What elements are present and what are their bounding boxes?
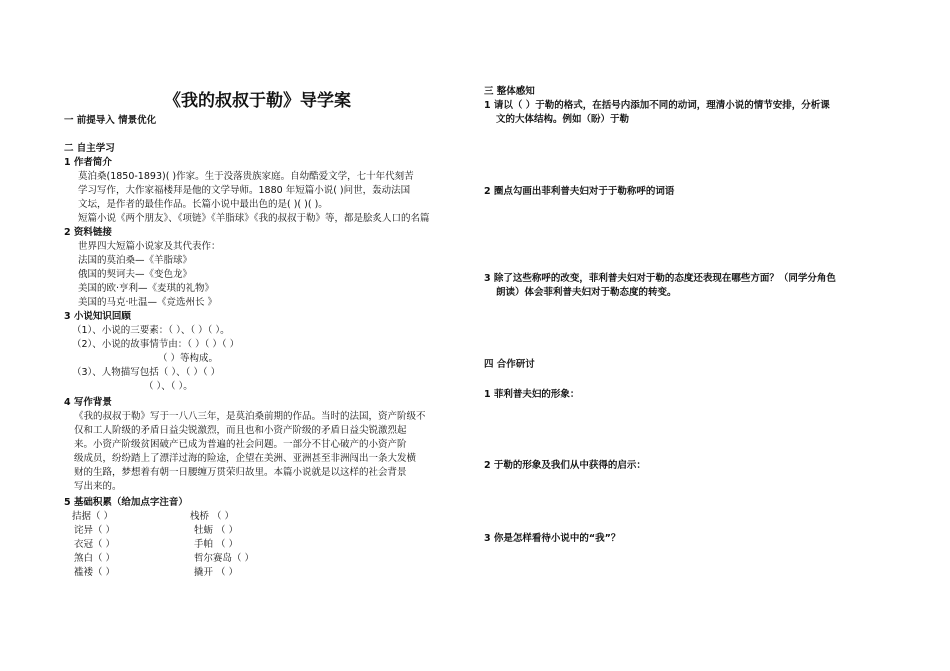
- background-line: 来。小资产阶级贫困破产已成为普遍的社会问题。一部分不甘心破产的小资产阶: [74, 439, 407, 450]
- material-heading: 2 资料链接: [64, 227, 112, 238]
- novel-heading: 3 小说知识回顾: [64, 311, 131, 322]
- background-line: 仅和工人阶级的矛盾日益尖锐激烈，而且也和小资产阶级的矛盾日益尖锐激烈起: [74, 425, 407, 436]
- question-2: 2 圈点勾画出菲利普夫妇对于于勒称呼的词语: [484, 186, 675, 197]
- novel-line: （2）、小说的故事情节由：（ ）（ ）（ ）: [72, 339, 240, 350]
- background-line: 级成员，纷纷踏上了漂洋过海的险途，企望在美洲、亚洲甚至非洲闯出一条大发横: [74, 453, 417, 464]
- material-line: 世界四大短篇小说家及其代表作：: [78, 241, 221, 252]
- question-3-line: 朗读）体会菲利普夫妇对于勒态度的转变。: [496, 287, 677, 298]
- question-1-line: 1 请以（ ）于勒的格式，在括号内添加不同的动词，理清小说的情节安排，分析课: [484, 100, 830, 111]
- cooperation-question-3: 3 你是怎样看待小说中的“我”？: [484, 533, 621, 544]
- novel-line: （3）、人物描写包括（ ）、（ ）（ ）: [72, 367, 221, 378]
- author-heading: 1 作者简介: [64, 157, 112, 168]
- vocab-item: 哲尔赛岛（ ）: [194, 553, 255, 564]
- section-intro-heading: 一 前提导入 情景优化: [64, 115, 157, 126]
- author-line: 文坛，是作者的最佳作品。长篇小说中最出色的是( )( )( )。: [78, 199, 328, 210]
- novel-line: （ ）、（ ）。: [144, 381, 193, 392]
- vocab-item: 栈桥 （ ）: [190, 511, 235, 522]
- novel-line: （ ）等构成。: [158, 353, 219, 364]
- author-line: 学习写作，大作家福楼拜是他的文学导师。1880 年短篇小说( )问世，轰动法国: [78, 185, 411, 196]
- author-line: 短篇小说《两个朋友》、《项链》《羊脂球》《我的叔叔于勒》等，都是脍炙人口的名篇: [78, 213, 430, 224]
- cooperation-question-1: 1 菲利普夫妇的形象：: [484, 389, 580, 400]
- page-title: 《我的叔叔于勒》导学案: [164, 91, 351, 111]
- material-line: 俄国的契诃夫—《变色龙》: [78, 269, 193, 280]
- vocab-item: 手帕 （ ）: [194, 539, 239, 550]
- novel-line: （1）、小说的三要素：（ ）、（ ）（ ）。: [72, 325, 230, 336]
- author-line: 莫泊桑(1850-1893)( )作家。生于没落贵族家庭。自幼酷爱文学，七十年代刻苦: [78, 171, 414, 182]
- material-line: 美国的马克·吐温—《竞选州长 》: [78, 297, 218, 308]
- question-3-line: 3 除了这些称呼的改变，菲利普夫妇对于勒的态度还表现在哪些方面？（同学分角色: [484, 273, 836, 284]
- vocab-heading: 5 基础积累（给加点字注音）: [64, 497, 188, 508]
- question-1-line: 文的大体结构。例如（盼）于勒: [496, 114, 630, 125]
- section-self-study-heading: 二 自主学习: [64, 143, 115, 154]
- section-cooperation-heading: 四 合作研讨: [484, 359, 535, 370]
- background-line: 财的生路，梦想着有朝一日腰缠万贯荣归故里。本篇小说就是以这样的社会背景: [74, 467, 407, 478]
- background-line: 《我的叔叔于勒》写于一八八三年，是莫泊桑前期的作品。当时的法国，资产阶级不: [74, 411, 426, 422]
- section-overall-heading: 三 整体感知: [484, 86, 535, 97]
- background-heading: 4 写作背景: [64, 397, 112, 408]
- vocab-item: 褴褛（ ）: [74, 567, 116, 578]
- material-line: 法国的莫泊桑—《羊脂球》: [78, 255, 193, 266]
- vocab-item: 煞白（ ）: [74, 553, 116, 564]
- vocab-item: 拮据（ ）: [72, 511, 114, 522]
- vocab-item: 撬开 （ ）: [194, 567, 239, 578]
- vocab-item: 牡蛎 （ ）: [194, 525, 239, 536]
- cooperation-question-2: 2 于勒的形象及我们从中获得的启示：: [484, 460, 646, 471]
- vocab-item: 衣冠（ ）: [74, 539, 116, 550]
- vocab-item: 诧异（ ）: [74, 525, 116, 536]
- background-line: 写出来的。: [74, 481, 122, 492]
- material-line: 美国的欧·亨利—《麦琪的礼物》: [78, 283, 215, 294]
